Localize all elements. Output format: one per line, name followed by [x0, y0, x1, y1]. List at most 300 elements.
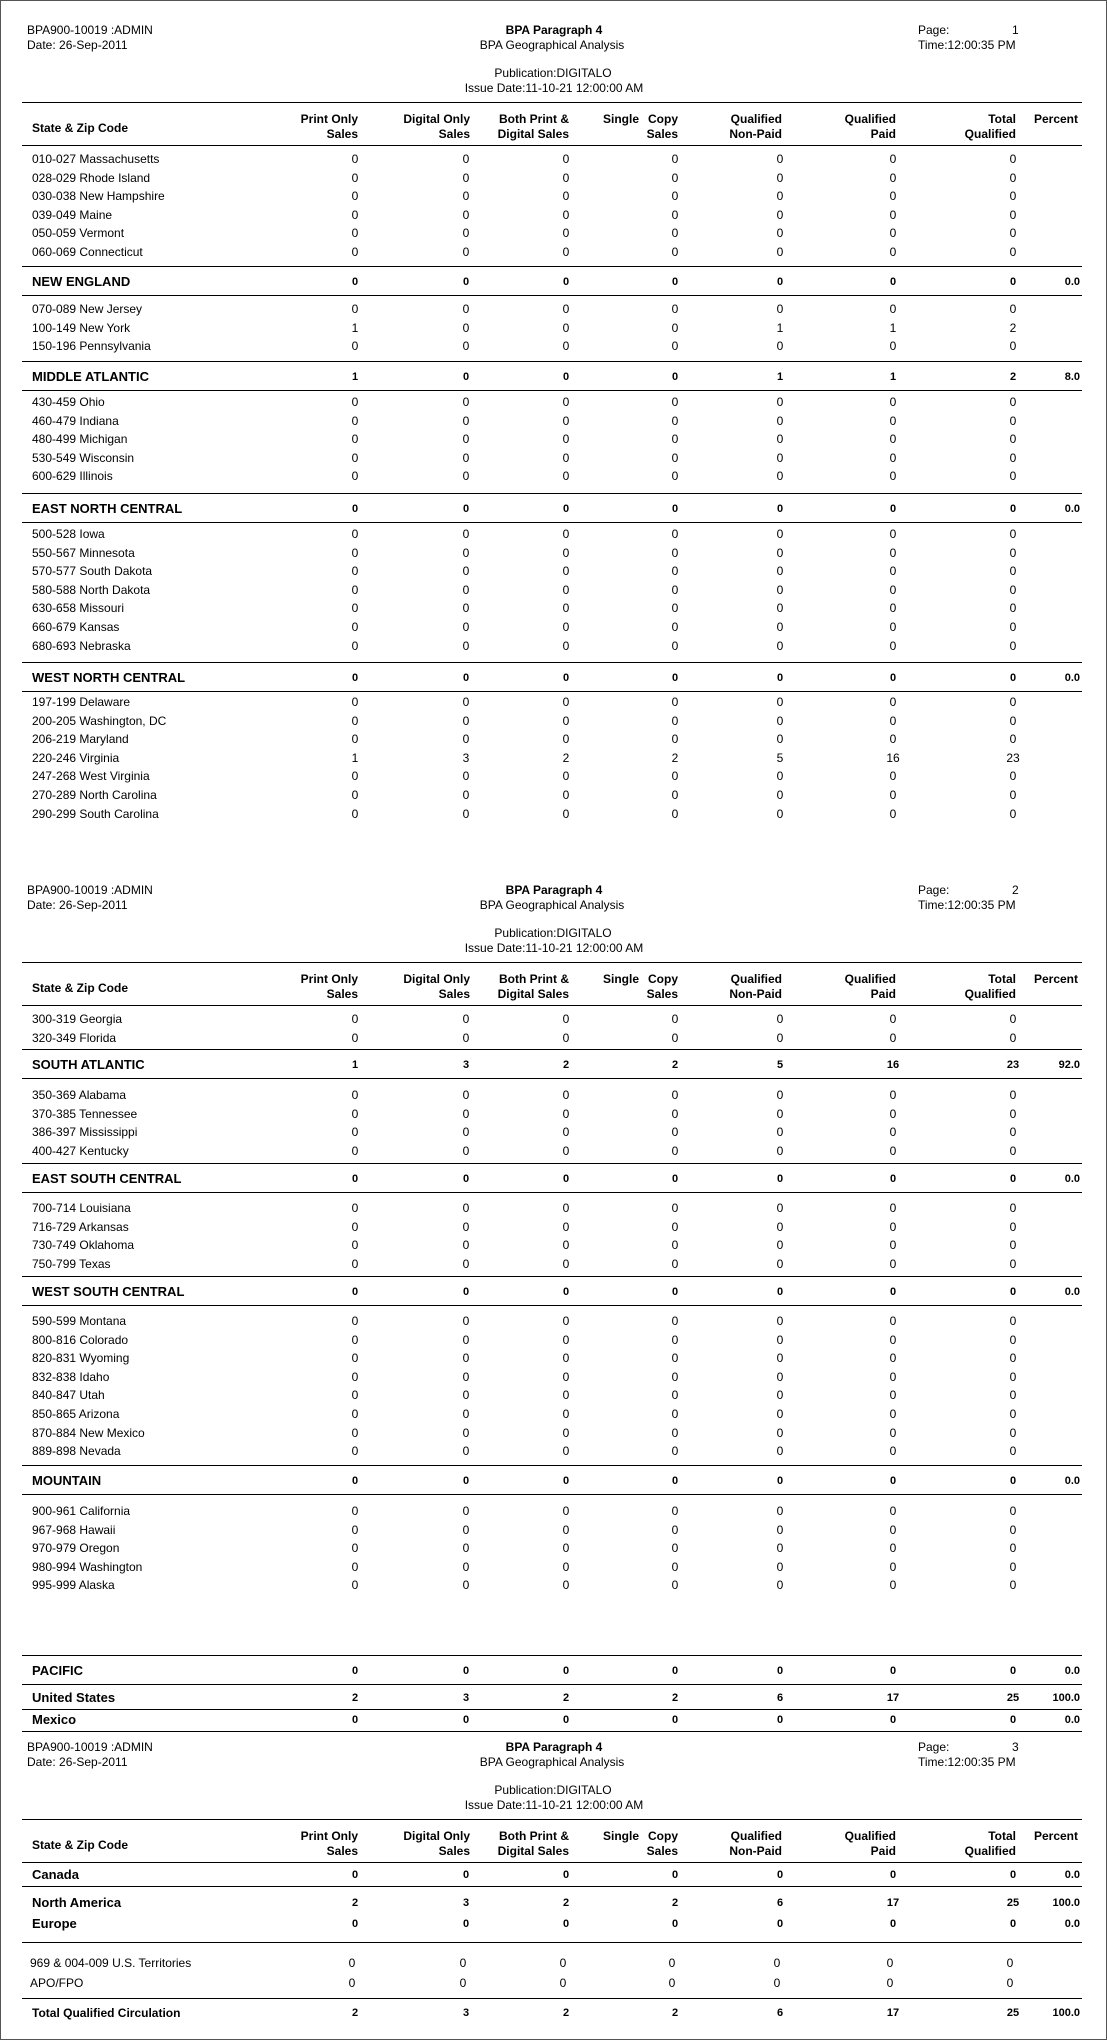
column-header-qualified-paid-line1: Qualified — [844, 972, 896, 986]
row-value: 0 — [671, 432, 679, 447]
row-value: 0 — [562, 1369, 570, 1384]
row-value: 0 — [776, 527, 784, 541]
row-value: 0 — [462, 189, 470, 204]
row-value: 0 — [889, 1314, 897, 1328]
row-value: 0 — [889, 1369, 897, 1384]
region-total-row — [0, 1662, 1107, 1680]
column-header-single: Single — [603, 1829, 640, 1843]
row-value: 0 — [562, 1088, 570, 1102]
group-value: 0 — [562, 1869, 570, 1881]
row-label: 500-528 Iowa — [32, 527, 105, 541]
table-row — [0, 187, 1107, 205]
row-value: 0 — [889, 189, 897, 204]
row-value: 0 — [889, 432, 897, 447]
group-value: 0 — [462, 276, 470, 288]
group-percent: 0.0 — [1064, 1665, 1080, 1677]
row-value: 0 — [1009, 1351, 1017, 1366]
group-value: 0 — [671, 276, 679, 288]
row-value: 1 — [889, 320, 897, 335]
row-value: 0 — [776, 245, 784, 259]
group-label: PACIFIC — [32, 1663, 84, 1678]
row-value: 0 — [1009, 189, 1017, 204]
group-label: WEST SOUTH CENTRAL — [32, 1284, 185, 1299]
row-value: 0 — [671, 1201, 679, 1215]
column-header-print-only-line1: Print Only — [300, 972, 358, 986]
row-value: 0 — [776, 732, 784, 747]
group-label: United States — [32, 1690, 116, 1705]
program-id: BPA900-10019 :ADMIN — [27, 883, 153, 897]
group-percent: 0.0 — [1064, 276, 1080, 288]
row-value: 0 — [462, 1201, 470, 1215]
row-value: 0 — [459, 1976, 467, 1990]
row-value: 0 — [1009, 1256, 1017, 1271]
row-label: 580-588 North Dakota — [32, 582, 151, 597]
row-value: 0 — [671, 302, 679, 316]
report-title: BPA Paragraph 4 — [505, 23, 603, 37]
row-value: 0 — [776, 395, 784, 409]
group-value: 0 — [562, 1665, 570, 1677]
row-value: 0 — [1009, 1407, 1017, 1421]
section-rule — [22, 1049, 1082, 1050]
group-value: 0 — [671, 1173, 679, 1185]
table-row — [0, 1386, 1107, 1404]
row-value: 0 — [351, 732, 359, 747]
row-value: 0 — [1009, 1444, 1017, 1459]
row-label: 480-499 Michigan — [32, 432, 128, 447]
group-value: 1 — [351, 371, 359, 383]
row-value: 0 — [1009, 1369, 1017, 1384]
row-value: 0 — [562, 1238, 570, 1253]
row-value: 0 — [562, 1522, 570, 1537]
row-value: 0 — [671, 601, 679, 616]
row-value: 0 — [671, 620, 679, 634]
page-number: 2 — [1012, 883, 1019, 897]
row-value: 0 — [1009, 1030, 1017, 1045]
report-time: Time:12:00:35 PM — [918, 38, 1016, 52]
row-value: 0 — [351, 450, 359, 465]
group-value: 0 — [351, 1173, 359, 1185]
row-value: 0 — [351, 432, 359, 447]
row-value: 0 — [351, 1407, 359, 1421]
continent-total-row — [0, 1894, 1107, 1912]
group-label: Mexico — [32, 1712, 77, 1727]
group-value: 0 — [1009, 672, 1017, 684]
table-row — [0, 1954, 1107, 1972]
row-label: 070-089 New Jersey — [32, 302, 143, 316]
row-value: 0 — [671, 413, 679, 428]
row-value: 0 — [562, 601, 570, 616]
group-value: 0 — [462, 1475, 470, 1487]
row-value: 0 — [671, 1444, 679, 1459]
report-title: BPA Paragraph 4 — [505, 883, 603, 897]
column-header-qualified-non-paid-line1: Qualified — [730, 1829, 782, 1843]
row-value: 0 — [776, 601, 784, 616]
row-value: 0 — [776, 1143, 784, 1158]
row-label: 530-549 Wisconsin — [32, 450, 135, 465]
group-value: 0 — [1009, 1286, 1017, 1298]
row-value: 0 — [462, 1559, 470, 1574]
row-value: 0 — [776, 695, 784, 709]
group-value: 2 — [671, 1059, 679, 1071]
row-label: 570-577 South Dakota — [32, 564, 153, 579]
row-label: 832-838 Idaho — [32, 1369, 110, 1384]
row-value: 3 — [462, 750, 470, 765]
row-label: 716-729 Arkansas — [32, 1219, 129, 1234]
group-value: 0 — [889, 503, 897, 515]
table-row — [0, 1502, 1107, 1520]
row-value: 0 — [776, 1201, 784, 1215]
table-row — [0, 224, 1107, 242]
column-header-total-qualified-line1: Total — [988, 972, 1016, 986]
row-value: 0 — [562, 207, 570, 222]
row-value: 0 — [562, 638, 570, 653]
row-value: 0 — [1009, 1088, 1017, 1102]
page-label: Page: — [918, 883, 950, 897]
group-value: 0 — [351, 503, 359, 515]
row-value: 0 — [776, 620, 784, 634]
page-label: Page: — [918, 23, 950, 37]
row-value: 0 — [462, 339, 470, 354]
group-label: NEW ENGLAND — [32, 274, 131, 289]
group-label: North America — [32, 1895, 122, 1910]
row-value: 0 — [671, 732, 679, 747]
section-rule — [22, 691, 1082, 692]
row-value: 0 — [776, 1407, 784, 1421]
row-value: 0 — [671, 1559, 679, 1574]
group-value: 0 — [462, 1869, 470, 1881]
row-value: 0 — [776, 582, 784, 597]
group-value: 0 — [1009, 1475, 1017, 1487]
row-value: 0 — [1009, 806, 1017, 821]
row-label: 967-968 Hawaii — [32, 1522, 116, 1537]
group-value: 2 — [562, 1059, 570, 1071]
group-value: 3 — [462, 1059, 470, 1071]
column-header-rule — [22, 1862, 1082, 1863]
row-value: 0 — [671, 320, 679, 335]
row-value: 0 — [671, 1407, 679, 1421]
row-value: 0 — [562, 170, 570, 185]
row-value: 0 — [1006, 1976, 1014, 1990]
row-value: 0 — [776, 1425, 784, 1440]
section-rule — [22, 1942, 1082, 1943]
row-value: 0 — [462, 1332, 470, 1347]
row-value: 0 — [1009, 302, 1017, 316]
column-header-percent: Percent — [1033, 1829, 1078, 1843]
row-value: 0 — [462, 469, 470, 484]
column-header-total-qualified-line2: Qualified — [964, 987, 1016, 1001]
row-value: 0 — [889, 1256, 897, 1271]
column-header-state: State & Zip Code — [32, 121, 129, 135]
row-value: 0 — [671, 1125, 679, 1140]
row-value: 0 — [776, 638, 784, 653]
row-value: 0 — [562, 1504, 570, 1518]
group-label: Total Qualified Circulation — [32, 2006, 181, 2020]
row-value: 0 — [562, 1425, 570, 1440]
row-value: 0 — [351, 1088, 359, 1102]
group-value: 0 — [1009, 1714, 1017, 1726]
header-top-rule — [22, 102, 1082, 103]
column-header-both-print-digital-line2: Digital Sales — [497, 1844, 569, 1858]
table-row — [0, 206, 1107, 224]
row-value: 0 — [462, 245, 470, 259]
row-label: 050-059 Vermont — [32, 226, 125, 241]
row-value: 0 — [889, 732, 897, 747]
publication: Publication:DIGITALO — [494, 66, 612, 80]
group-percent: 0.0 — [1064, 1173, 1080, 1185]
row-value: 0 — [562, 226, 570, 241]
row-value: 0 — [462, 713, 470, 728]
row-value: 0 — [671, 1219, 679, 1234]
row-label: 060-069 Connecticut — [32, 245, 143, 259]
row-value: 0 — [562, 245, 570, 259]
row-value: 0 — [889, 1106, 897, 1121]
row-value: 0 — [776, 1030, 784, 1045]
row-value: 0 — [776, 1314, 784, 1328]
group-value: 2 — [562, 2007, 570, 2019]
row-label: 460-479 Indiana — [32, 413, 119, 428]
column-header-copy-sales-line2: Sales — [646, 127, 678, 141]
grand-total-row — [0, 2004, 1107, 2022]
group-value: 23 — [1006, 1059, 1020, 1071]
table-row — [0, 730, 1107, 748]
row-value: 0 — [671, 245, 679, 259]
column-header-qualified-paid-line2: Paid — [870, 127, 896, 141]
row-value: 0 — [351, 1504, 359, 1518]
column-header-qualified-non-paid-line2: Non-Paid — [729, 127, 782, 141]
program-id: BPA900-10019 :ADMIN — [27, 23, 153, 37]
table-row — [0, 449, 1107, 467]
row-label: 206-219 Maryland — [32, 732, 129, 747]
group-value: 0 — [889, 1475, 897, 1487]
row-value: 0 — [671, 638, 679, 653]
table-row — [0, 1539, 1107, 1557]
row-value: 0 — [562, 1106, 570, 1121]
row-label: 630-658 Missouri — [32, 601, 125, 616]
row-label: 820-831 Wyoming — [32, 1351, 130, 1366]
row-value: 2 — [1009, 320, 1017, 335]
row-value: 0 — [889, 1541, 897, 1556]
table-row — [0, 1199, 1107, 1217]
row-value: 1 — [351, 320, 359, 335]
row-value: 0 — [562, 302, 570, 316]
section-rule — [22, 266, 1082, 267]
row-value: 16 — [886, 750, 900, 765]
row-value: 0 — [351, 545, 359, 560]
row-value: 0 — [1009, 732, 1017, 747]
group-value: 2 — [671, 2007, 679, 2019]
group-percent: 0.0 — [1064, 672, 1080, 684]
row-value: 0 — [351, 1332, 359, 1347]
row-value: 0 — [462, 1407, 470, 1421]
table-row — [0, 749, 1107, 767]
table-row — [0, 1123, 1107, 1141]
row-value: 0 — [889, 395, 897, 409]
row-value: 0 — [462, 1219, 470, 1234]
row-value: 0 — [562, 769, 570, 784]
report-date: Date: 26-Sep-2011 — [27, 38, 128, 52]
row-value: 0 — [562, 413, 570, 428]
row-value: 0 — [462, 1143, 470, 1158]
row-value: 0 — [671, 1351, 679, 1366]
row-value: 0 — [562, 152, 570, 166]
row-value: 0 — [462, 601, 470, 616]
group-value: 0 — [889, 1918, 897, 1930]
group-value: 16 — [886, 1059, 900, 1071]
row-value: 0 — [776, 450, 784, 465]
group-value: 3 — [462, 1897, 470, 1909]
group-value: 1 — [776, 371, 784, 383]
column-header-digital-only-line1: Digital Only — [403, 112, 470, 126]
row-value: 0 — [671, 582, 679, 597]
row-label: 969 & 004-009 U.S. Territories — [30, 1956, 192, 1970]
row-value: 0 — [351, 469, 359, 484]
row-value: 0 — [889, 1012, 897, 1026]
group-value: 0 — [562, 503, 570, 515]
row-value: 5 — [776, 750, 784, 765]
row-value: 0 — [462, 1504, 470, 1518]
row-value: 0 — [776, 413, 784, 428]
row-value: 0 — [462, 1125, 470, 1140]
row-value: 0 — [668, 1976, 676, 1990]
row-value: 0 — [671, 527, 679, 541]
section-rule — [22, 1709, 1082, 1710]
row-label: 290-299 South Carolina — [32, 806, 159, 821]
row-value: 0 — [462, 170, 470, 185]
row-value: 0 — [776, 339, 784, 354]
group-value: 0 — [889, 1714, 897, 1726]
group-value: 17 — [886, 2007, 900, 2019]
report-time: Time:12:00:35 PM — [918, 1755, 1016, 1769]
row-value: 0 — [351, 1256, 359, 1271]
row-value: 0 — [671, 469, 679, 484]
group-percent: 92.0 — [1058, 1059, 1080, 1071]
row-value: 0 — [671, 1088, 679, 1102]
row-value: 0 — [1009, 469, 1017, 484]
group-value: 0 — [462, 1173, 470, 1185]
table-row — [0, 1255, 1107, 1273]
row-label: 750-799 Texas — [32, 1256, 111, 1271]
row-value: 0 — [776, 1088, 784, 1102]
row-value: 0 — [1009, 450, 1017, 465]
row-value: 0 — [776, 1504, 784, 1518]
row-value: 0 — [351, 189, 359, 204]
row-value: 0 — [462, 432, 470, 447]
row-value: 0 — [671, 695, 679, 709]
row-value: 0 — [776, 1238, 784, 1253]
column-header-qualified-non-paid-line1: Qualified — [730, 112, 782, 126]
row-value: 0 — [889, 638, 897, 653]
report-date: Date: 26-Sep-2011 — [27, 1755, 128, 1769]
group-value: 2 — [562, 1692, 570, 1704]
row-value: 0 — [1009, 620, 1017, 634]
row-value: 0 — [1009, 245, 1017, 259]
row-value: 0 — [1006, 1956, 1014, 1970]
row-value: 0 — [671, 170, 679, 185]
row-value: 0 — [351, 806, 359, 821]
row-value: 0 — [562, 713, 570, 728]
row-value: 0 — [1009, 1388, 1017, 1403]
row-label: 350-369 Alabama — [32, 1088, 127, 1102]
row-value: 0 — [776, 1125, 784, 1140]
row-value: 0 — [351, 1219, 359, 1234]
row-label: 700-714 Louisiana — [32, 1201, 131, 1215]
row-label: 680-693 Nebraska — [32, 638, 131, 653]
row-value: 0 — [562, 1578, 570, 1593]
row-value: 0 — [776, 189, 784, 204]
row-value: 0 — [776, 1444, 784, 1459]
row-value: 0 — [1009, 1314, 1017, 1328]
row-value: 0 — [776, 1351, 784, 1366]
group-value: 0 — [671, 1475, 679, 1487]
row-value: 0 — [671, 1030, 679, 1045]
row-value: 0 — [562, 1201, 570, 1215]
row-value: 0 — [562, 695, 570, 709]
row-value: 0 — [889, 1522, 897, 1537]
table-row — [0, 1331, 1107, 1349]
row-value: 0 — [462, 788, 470, 802]
group-value: 2 — [671, 1897, 679, 1909]
row-value: 0 — [562, 582, 570, 597]
row-value: 0 — [776, 469, 784, 484]
row-value: 0 — [462, 450, 470, 465]
row-value: 0 — [889, 450, 897, 465]
group-value: 0 — [351, 276, 359, 288]
row-value: 0 — [671, 189, 679, 204]
section-rule — [22, 1276, 1082, 1277]
row-value: 0 — [351, 1388, 359, 1403]
section-rule — [22, 1163, 1082, 1164]
row-value: 0 — [562, 339, 570, 354]
row-value: 0 — [462, 545, 470, 560]
row-value: 0 — [351, 170, 359, 185]
group-value: 0 — [351, 1714, 359, 1726]
row-value: 0 — [351, 1425, 359, 1440]
table-row — [0, 805, 1107, 823]
column-header-copy-sales-line1: Copy — [648, 1829, 678, 1843]
table-row — [0, 1086, 1107, 1104]
row-label: 800-816 Colorado — [32, 1332, 129, 1347]
group-value: 0 — [1009, 1918, 1017, 1930]
row-value: 0 — [671, 788, 679, 802]
row-value: 0 — [1009, 1125, 1017, 1140]
group-value: 0 — [351, 672, 359, 684]
group-label: WEST NORTH CENTRAL — [32, 670, 186, 685]
row-value: 0 — [671, 545, 679, 560]
row-label: 030-038 New Hampshire — [32, 189, 165, 204]
row-value: 0 — [889, 620, 897, 634]
row-value: 0 — [889, 302, 897, 316]
row-value: 0 — [562, 320, 570, 335]
row-value: 0 — [351, 1369, 359, 1384]
row-value: 0 — [562, 1407, 570, 1421]
region-total-row — [0, 368, 1107, 386]
group-value: 0 — [1009, 1173, 1017, 1185]
group-label: Europe — [32, 1916, 77, 1931]
row-value: 0 — [1009, 395, 1017, 409]
row-value: 0 — [1009, 695, 1017, 709]
row-value: 0 — [671, 450, 679, 465]
table-row — [0, 1142, 1107, 1160]
group-value: 0 — [889, 1173, 897, 1185]
column-header-print-only-line1: Print Only — [300, 1829, 358, 1843]
row-value: 0 — [462, 806, 470, 821]
group-value: 0 — [462, 672, 470, 684]
group-value: 0 — [671, 1869, 679, 1881]
row-value: 0 — [1009, 638, 1017, 653]
row-value: 0 — [351, 1106, 359, 1121]
group-value: 0 — [671, 1918, 679, 1930]
row-value: 0 — [776, 226, 784, 241]
